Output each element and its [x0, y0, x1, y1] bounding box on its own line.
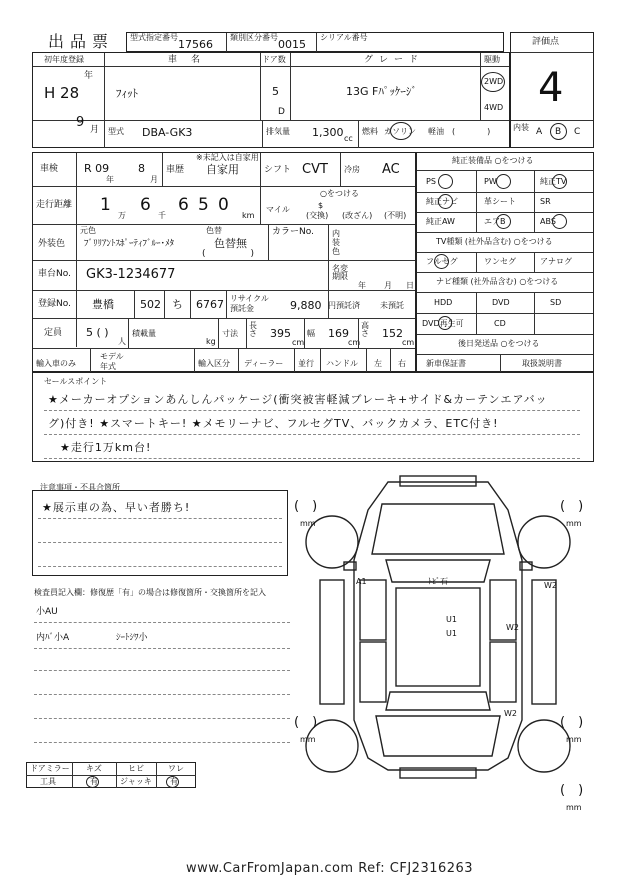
plate-kana: ち	[172, 298, 183, 311]
history: 自家用	[206, 163, 239, 176]
dimension-label: 寸法	[222, 329, 238, 338]
first-reg-era: H 28	[44, 84, 80, 102]
color-change-label: 色替	[206, 226, 222, 235]
name-change-label: 名変期限	[332, 264, 348, 281]
car-damage-diagram	[290, 470, 590, 790]
grade-col-label: グレード	[364, 55, 425, 65]
mileage-digit: 5	[198, 195, 209, 215]
legend-jack-circle	[166, 776, 179, 788]
import-parallel: 並行	[298, 359, 314, 368]
equipment-item: PS	[426, 177, 436, 186]
mileage-sen: 千	[158, 211, 166, 220]
mark-u1-b: U1	[446, 629, 457, 638]
cc-unit: cc	[344, 134, 353, 143]
equipment-item: 純正ナビ	[426, 197, 458, 206]
load-label: 積載量	[132, 329, 156, 338]
fuel-label: 燃料	[362, 127, 378, 136]
drive-2wd-circle	[481, 72, 505, 92]
footer-watermark: www.CarFromJapan.com Ref: CFJ2316263	[186, 861, 474, 876]
mark-w2-side: W2	[506, 623, 519, 632]
sales-line-1: ★メーカーオプションあんしんパッケージ(衝突被害軽減ブレーキ+サイド&カーテンエアバッ	[48, 393, 548, 406]
tire-fr-bracket: ( )	[560, 499, 584, 514]
tire-fr-mm: mm	[566, 519, 582, 528]
fuel-diesel: 軽油	[428, 127, 444, 136]
handle-left: 左	[374, 359, 382, 368]
mileage-unknown: (不明)	[384, 211, 407, 220]
recycle-label: リサイクル預託金	[230, 294, 269, 313]
inspection-year-unit: 年	[106, 175, 114, 184]
doc-warranty: 新車保証書	[426, 359, 466, 368]
grade-name: 13G Fﾊﾟｯｹｰｼﾞ	[346, 85, 417, 98]
navi-item: SD	[550, 298, 562, 307]
navi-item: DVD	[492, 298, 510, 307]
grade-value: 4	[538, 65, 564, 111]
navi-item-circle	[438, 316, 452, 330]
equipment-item-circle	[438, 194, 453, 209]
mark-w2-front: W2	[544, 581, 557, 590]
name-change-day: 日	[406, 281, 414, 290]
displacement-label: 排気量	[266, 127, 290, 136]
mileage-digit: 0	[218, 195, 229, 215]
inspector-line-2a: 内ﾊﾞ小A	[36, 633, 70, 643]
sales-line-3: ★走行1万km台!	[60, 441, 152, 454]
legend-h-mirror: ドアミラー	[30, 764, 70, 773]
category-label: 類別区分番号	[230, 33, 278, 42]
inspection-label: 車検	[40, 164, 59, 174]
exterior-color: ﾌﾞﾘﾘｱﾝﾄｽﾎﾟｰﾃｨﾌﾞﾙｰ･ﾒﾀ	[84, 239, 175, 249]
load-kg: kg	[206, 337, 216, 346]
equipment-item: SR	[540, 197, 551, 206]
model-year-label: モデル年式	[100, 352, 124, 371]
plate-area: 豊橋	[92, 298, 114, 311]
interior-b: B	[555, 127, 562, 137]
name-change-year: 年	[358, 281, 366, 290]
page-title: 出品票	[48, 32, 115, 51]
handle-label: ハンドル	[326, 359, 358, 368]
plate-no: 6767	[196, 298, 224, 311]
fuel-circle	[390, 122, 412, 140]
width: 169	[328, 327, 349, 340]
color-no-label: カラーNo.	[272, 227, 314, 237]
inspection: R 09	[84, 162, 110, 175]
capacity-label: 定員	[44, 328, 63, 338]
color-change: 色替無	[214, 237, 247, 250]
tire-spare-bracket: ( )	[560, 783, 584, 798]
equipment-item-circle	[496, 214, 511, 229]
legend-tools: 工具	[40, 777, 56, 786]
mark-w2-rear: W2	[504, 709, 517, 718]
equipment-item: PW	[484, 177, 497, 186]
legend-h-break: ワレ	[168, 764, 184, 773]
tv-item: フルセグ	[426, 257, 458, 266]
interior-b-circle	[550, 123, 567, 140]
displacement: 1,300	[312, 126, 344, 139]
mileage-digit: 6	[140, 195, 151, 215]
mileage-digit: 1	[100, 195, 111, 215]
legend-tools-val: 有	[90, 777, 98, 786]
legend-h-scratch: キズ	[86, 764, 102, 773]
navi-item: DVD再生可	[422, 319, 464, 328]
equipment-item: エアB	[484, 217, 506, 226]
shift-label: シフト	[264, 165, 292, 175]
capacity-person: 人	[118, 337, 126, 346]
tire-fl-mm: mm	[300, 519, 316, 528]
import-label: 輸入車のみ	[36, 359, 76, 368]
tv-item-circle	[434, 254, 449, 269]
inspector-line-1: 小AU	[36, 607, 58, 617]
tv-item: アナログ	[540, 257, 572, 266]
navi-item: CD	[494, 319, 506, 328]
type-no: 17566	[178, 38, 213, 51]
name-change-month: 月	[384, 281, 392, 290]
door-label: ドア数	[262, 55, 286, 64]
model-label: 型式	[108, 127, 124, 136]
navi-item: HDD	[434, 298, 453, 307]
plate-class: 502	[140, 298, 161, 311]
mileage-km: km	[242, 211, 255, 220]
mileage-exchange: (交換)	[306, 211, 329, 220]
fuel-gasoline: ガソリン	[384, 127, 416, 136]
mark-u1-a: U1	[446, 615, 457, 624]
tire-rl-bracket: ( )	[294, 715, 318, 730]
inspection-month: 8	[138, 162, 145, 175]
inspector-line-2b: ｼｰﾄｼﾜ小	[116, 633, 148, 643]
equipment-item-circle	[438, 174, 453, 189]
import-dealer: ディーラー	[244, 359, 284, 368]
width-cm: cm	[348, 338, 361, 347]
ac-label: 冷房	[344, 165, 360, 174]
equipment-item-circle	[496, 174, 511, 189]
category-no: 0015	[278, 38, 306, 51]
height-cm: cm	[402, 338, 415, 347]
drive-4wd: 4WD	[484, 103, 504, 112]
interior-c: C	[574, 127, 581, 137]
mileage-tamper: (改ざん)	[342, 211, 373, 220]
mileage-man: 万	[118, 211, 126, 220]
car-name-label: 車名	[168, 55, 215, 65]
recycle-amount: 9,880	[290, 299, 322, 312]
width-label: 幅	[307, 329, 315, 338]
chassis: GK3-1234677	[86, 267, 176, 282]
mileage-dollar: $	[318, 201, 324, 210]
mileage-label: 走行距離	[36, 200, 73, 210]
legend-h-crack: ヒビ	[128, 764, 144, 773]
color-paren: ( )	[202, 249, 255, 259]
first-reg-month: 9	[76, 115, 85, 130]
tv-title: TV種類 (社外品含む) ○をつける	[436, 237, 553, 246]
length: 395	[270, 327, 291, 340]
plate-label: 登録No.	[38, 299, 71, 309]
navi-title: ナビ種類 (社外品含む) ○をつける	[436, 277, 559, 286]
equipment-item: 純正TV	[540, 177, 567, 186]
doc-manual: 取扱説明書	[522, 359, 562, 368]
docs-title: 後日発送品 ○をつける	[458, 339, 540, 348]
height-label: 高さ	[361, 321, 369, 338]
doors: 5	[272, 85, 279, 98]
tire-fl-bracket: ( )	[294, 499, 318, 514]
interior-a: A	[536, 127, 543, 137]
mark-chip: ﾄﾋﾞ石	[428, 577, 448, 586]
history-note: ※未記入は自家用	[196, 153, 259, 162]
legend-jack: ジャッキ	[120, 777, 152, 786]
tv-item: ワンセグ	[484, 257, 516, 266]
month-unit: 月	[90, 125, 100, 135]
recycle-unit: 円預託済	[328, 301, 360, 310]
interior-label: 内装	[513, 123, 529, 132]
length-label: 長さ	[249, 321, 257, 338]
drive-2wd: 2WD	[484, 77, 504, 86]
model: DBA-GK3	[142, 126, 193, 139]
equipment-title: 純正装備品 ○をつける	[452, 156, 534, 165]
tire-spare-mm: mm	[566, 803, 582, 812]
chassis-label: 車台No.	[38, 269, 71, 279]
color-label: 外装色	[38, 239, 66, 249]
grade-label: 評価点	[532, 37, 560, 47]
type-no-label: 型式指定番号	[130, 33, 178, 42]
length-cm: cm	[292, 338, 305, 347]
first-reg-label: 初年度登録	[44, 55, 84, 64]
tire-rr-bracket: ( )	[560, 715, 584, 730]
legend-jack-val: 有	[170, 777, 178, 786]
sales-label: セールスポイント	[44, 377, 108, 386]
inspector-label: 検査員記入欄：修復歴「有」の場合は修復箇所・交換箇所を記入	[34, 588, 266, 597]
handle-right: 右	[398, 359, 406, 368]
car-name: ﾌｨｯﾄ	[116, 87, 138, 100]
tire-rr-mm: mm	[566, 735, 582, 744]
legend-tools-circle	[86, 776, 99, 788]
tire-rl-mm: mm	[300, 735, 316, 744]
mark-a1: A1	[356, 577, 367, 586]
mileage-mile: マイル	[266, 205, 290, 214]
drive-label: 駆動	[484, 55, 500, 64]
ac: AC	[382, 162, 400, 177]
fuel-bracket: ( )	[452, 127, 491, 136]
original-color-label: 元色	[80, 226, 96, 235]
sales-line-2: グ)付き! ★スマートキー! ★メモリーナビ、フルセグTV、バックカメラ、ETC付き!	[48, 417, 499, 430]
inspection-month-unit: 月	[150, 175, 158, 184]
height: 152	[382, 327, 403, 340]
door-type: D	[278, 107, 285, 117]
serial-label: シリアル番号	[320, 33, 368, 42]
notes-label: 注意事項・不具合箇所	[40, 483, 120, 492]
interior-color-label: 内装色	[332, 229, 340, 256]
equipment-item: 革シート	[484, 197, 516, 206]
history-label: 車歴	[166, 165, 185, 175]
mileage-digit: 6	[178, 195, 189, 215]
equipment-item-circle	[552, 174, 567, 189]
capacity: 5 ( )	[86, 326, 109, 339]
shift: CVT	[302, 162, 328, 177]
equipment-item-circle	[552, 214, 567, 229]
equipment-item: ABS	[540, 217, 556, 226]
recycle-not: 未預託	[380, 301, 404, 310]
year-unit: 年	[84, 71, 94, 81]
notes-line-1: ★展示車の為、早い者勝ち!	[42, 501, 191, 514]
equipment-item: 純正AW	[426, 217, 455, 226]
mileage-circle-note: ○をつける	[320, 189, 359, 198]
import-type-label: 輸入区分	[198, 359, 230, 368]
